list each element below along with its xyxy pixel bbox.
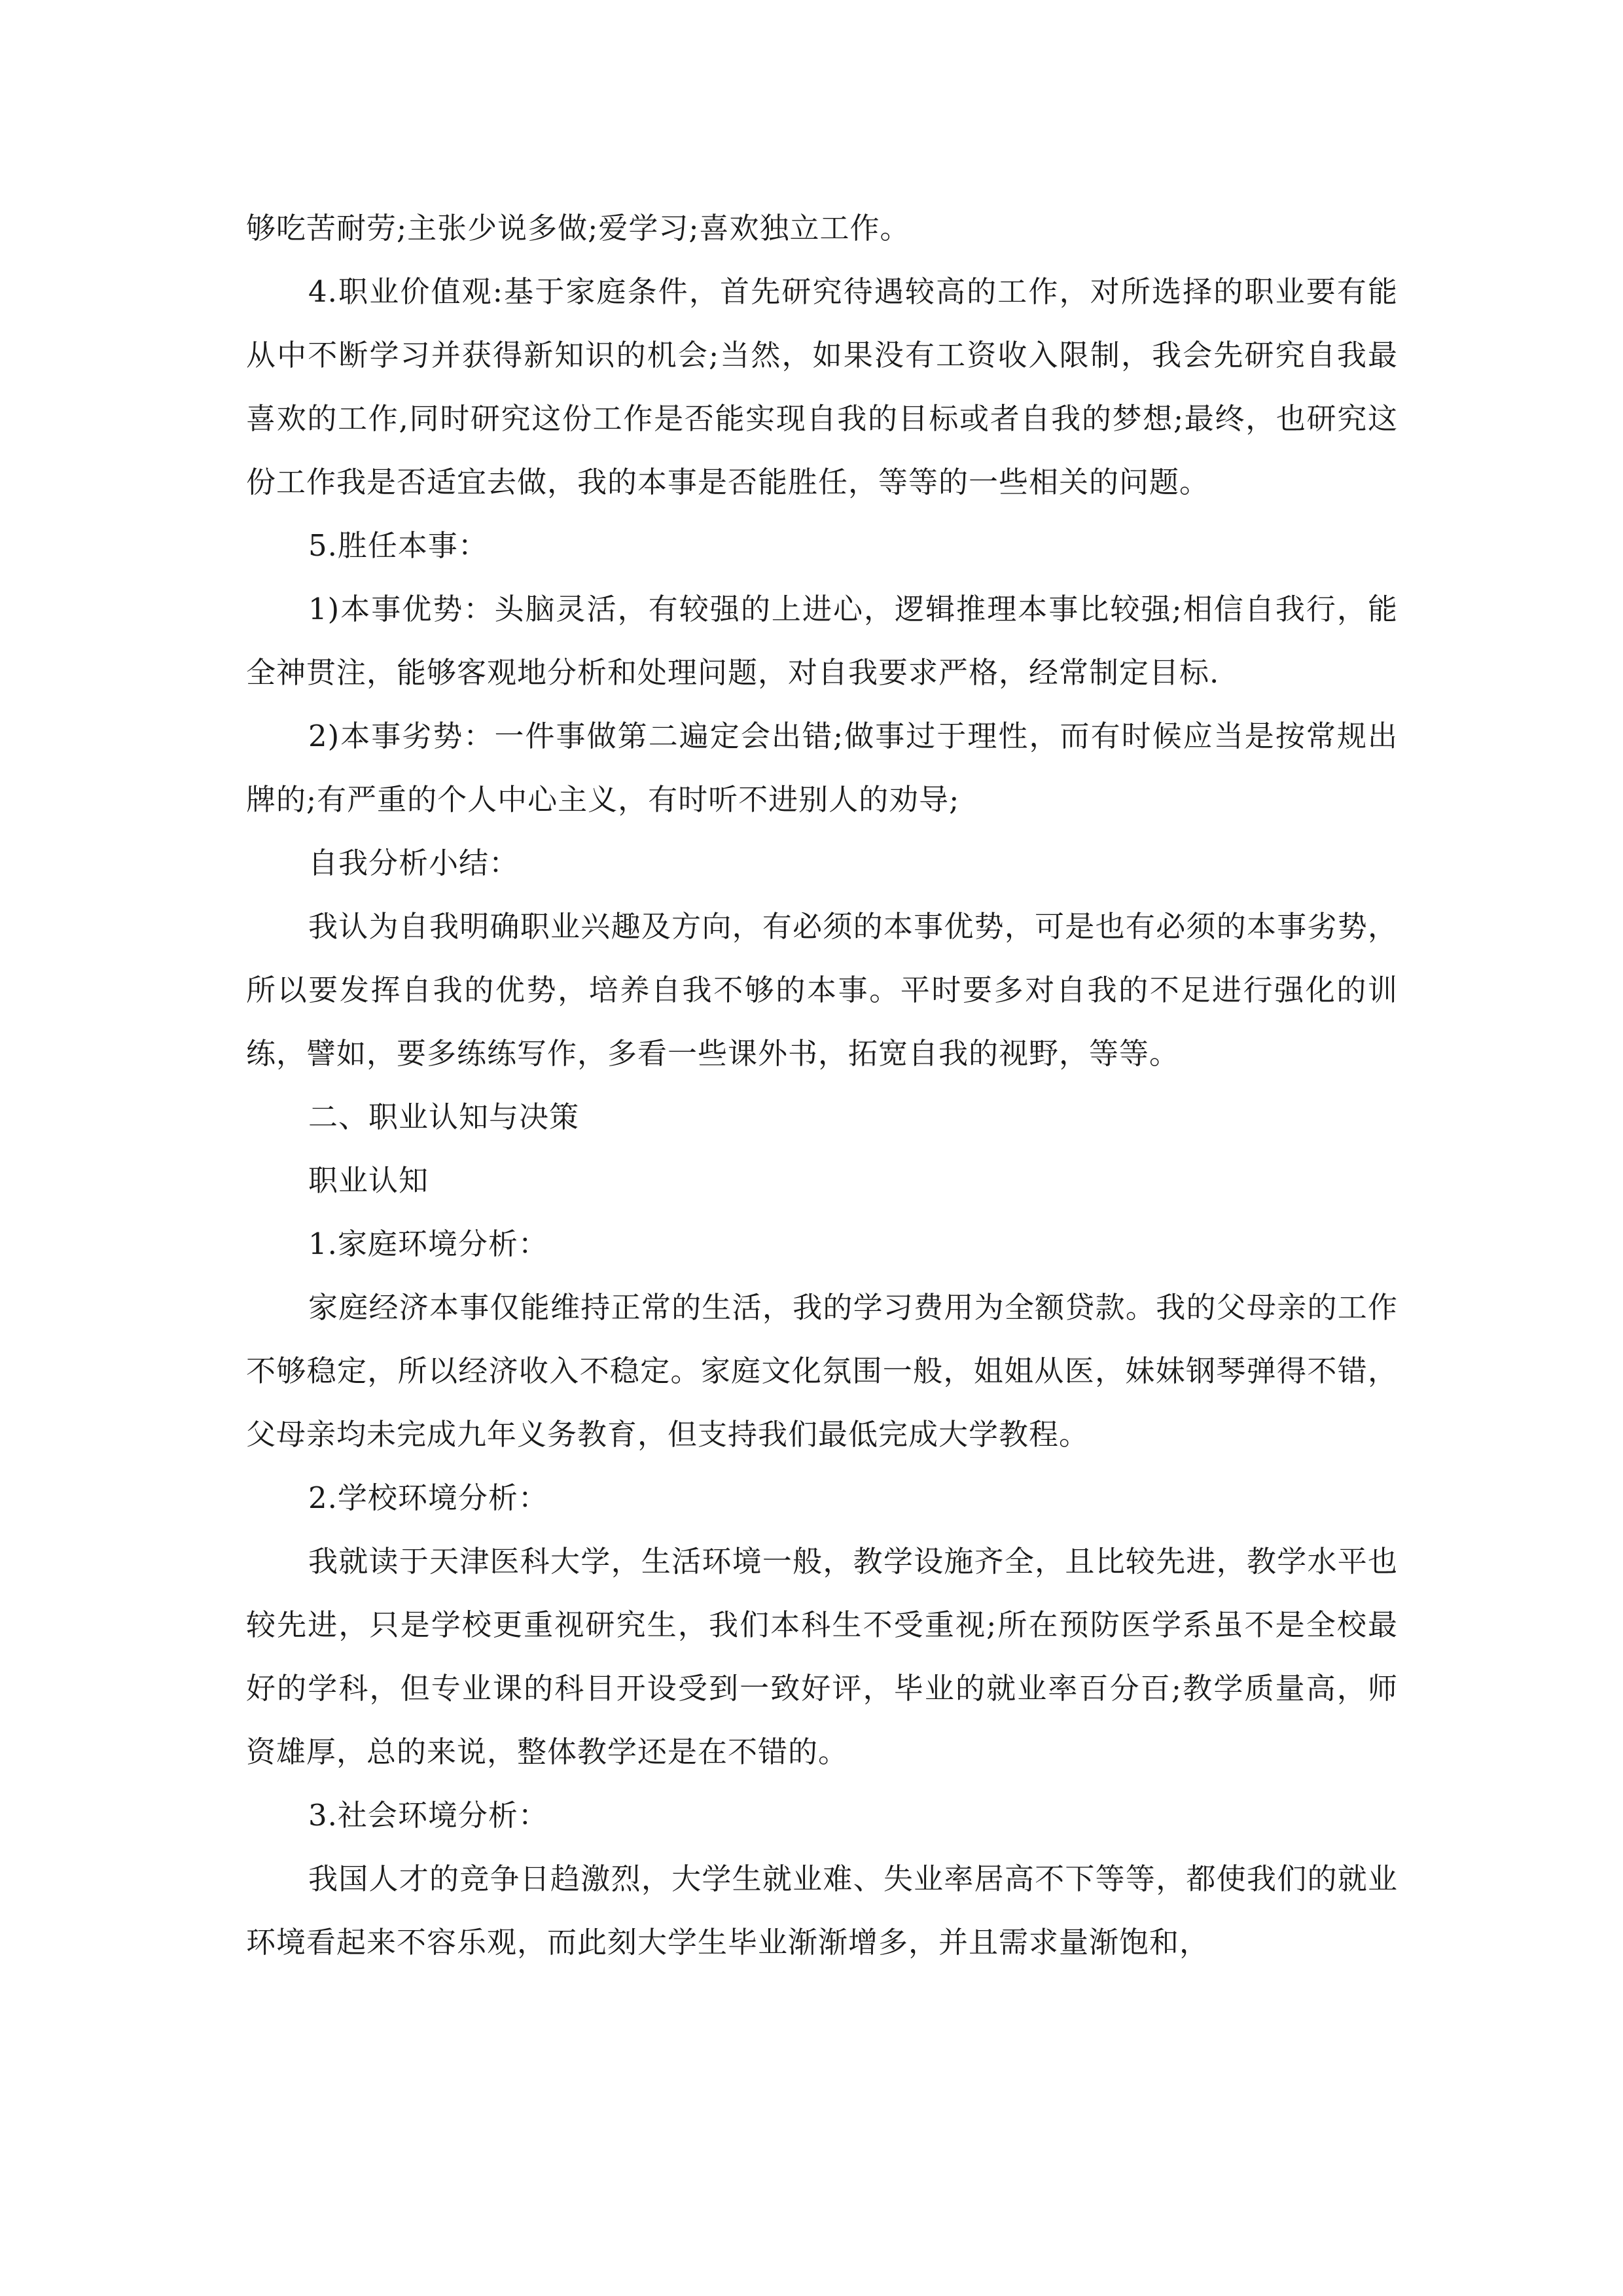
section-heading-career-cognition: 二、职业认知与决策 bbox=[308, 1100, 580, 1134]
heading-school-environment: 2.学校环境分析： bbox=[308, 1480, 548, 1515]
paragraph-family-environment: 家庭经济本事仅能维持正常的生活，我的学习费用为全额贷款。我的父母亲的工作不够稳定，所以经济收入不稳定。家庭文化氛围一般，姐姐从医，妹妹钢琴弹得不错，父母亲均未完成九年义务教育，但支持我们最低完成大学教程。 bbox=[246, 1290, 1398, 1452]
paragraph-self-analysis-summary: 我认为自我明确职业兴趣及方向，有必须的本事优势，可是也有必须的本事劣势，所以要发挥自我的优势，培养自我不够的本事。平时要多对自我的不足进行强化的训练，譬如，要多练练写作，多看一些课外书，拓宽自我的视野，等等。 bbox=[246, 909, 1398, 1071]
heading-competence: 5.胜任本事： bbox=[308, 528, 488, 563]
paragraph-school-environment: 我就读于天津医科大学，生活环境一般，教学设施齐全，且比较先进，教学水平也较先进，只是学校更重视研究生，我们本科生不受重视;所在预防医学系虽不是全校最好的学科，但专业课的科目开设受到一致好评，毕业的就业率百分百;教学质量高，师资雄厚，总的来说，整体教学还是在不错的。 bbox=[246, 1544, 1398, 1769]
paragraph-social-environment: 我国人才的竞争日趋激烈，大学生就业难、失业率居高不下等等，都使我们的就业环境看起来不容乐观，而此刻大学生毕业渐渐增多，并且需求量渐饱和， bbox=[246, 1861, 1398, 1960]
paragraph-continuation: 够吃苦耐劳;主张少说多做;爱学习;喜欢独立工作。 bbox=[246, 211, 910, 245]
paragraph-career-values: 4.职业价值观:基于家庭条件，首先研究待遇较高的工作，对所选择的职业要有能从中不断学习并获得新知识的机会;当然，如果没有工资收入限制，我会先研究自我最喜欢的工作,同时研究这份工作是否能实现自我的目标或者自我的梦想;最终，也研究这份工作我是否适宜去做，我的本事是否能胜任，等等的一些相关的问题。 bbox=[246, 274, 1398, 499]
subheading-career-cognition: 职业认知 bbox=[308, 1163, 429, 1198]
heading-family-environment: 1.家庭环境分析： bbox=[308, 1227, 548, 1261]
paragraph-strengths: 1)本事优势：头脑灵活，有较强的上进心，逻辑推理本事比较强;相信自我行，能全神贯注，能够客观地分析和处理问题，对自我要求严格，经常制定目标. bbox=[246, 592, 1398, 690]
paragraph-weaknesses: 2)本事劣势：一件事做第二遍定会出错;做事过于理性，而有时候应当是按常规出牌的;有严重的个人中心主义，有时听不进别人的劝导; bbox=[246, 719, 1398, 817]
heading-social-environment: 3.社会环境分析： bbox=[308, 1798, 548, 1833]
heading-self-analysis-summary: 自我分析小结： bbox=[308, 846, 520, 880]
document-body bbox=[246, 196, 1398, 1974]
